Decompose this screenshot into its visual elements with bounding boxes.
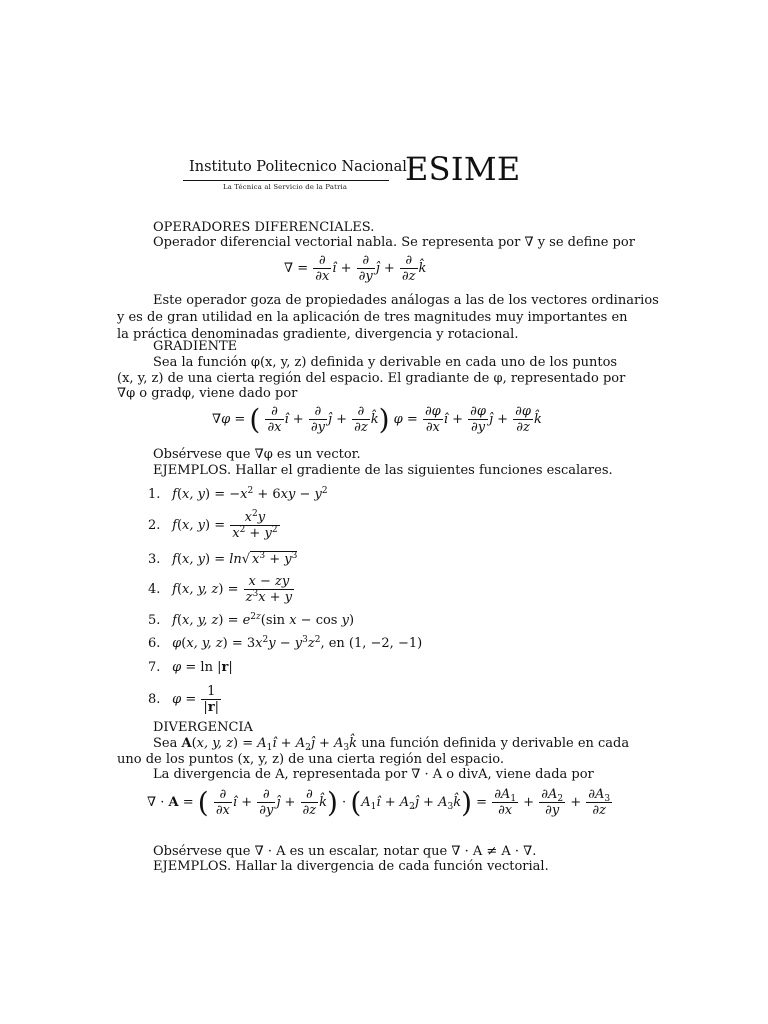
institution-motto: La Técnica al Servicio de la Patria	[223, 183, 348, 191]
institution-name: Instituto Politecnico Nacional	[189, 159, 407, 175]
divergencia-examples-heading: EJEMPLOS. Hallar la divergencia de cada función vectorial.	[153, 859, 549, 874]
divergencia-line2: uno de los puntos (x, y, z) de una cierta región del espacio.	[117, 752, 505, 767]
properties-line: y es de gran utilidad en la aplicación de tres magnitudes muy importantes en	[117, 310, 628, 325]
divergence-definition: ∇ · A = ( $\frac{\partial}{\partial x}$ î + $\frac{\partial}{\partial y}$ ĵ + $\frac{\partial}{\partial z}$ k̂) · ($A_1î$ + $A_2ĵ$ + $A_3k̂$) = $\frac{\partial A_1}{\partial x}$ + $\frac{\partial A_2}{\partial y}$ + $\frac{\partial A_3}{\partial z}$	[147, 786, 611, 819]
properties-paragraph	[117, 292, 659, 343]
properties-line: la práctica denominadas gradiente, divergencia y rotacional.	[117, 327, 519, 342]
school-name: ESIME	[405, 150, 521, 188]
divergencia-line3: La divergencia de A, representada por ∇ · A o divA, viene dada por	[153, 767, 594, 782]
gradient-definition: ∇φ = ( $\frac{\partial}{\partial x}$ î + $\frac{\partial}{\partial y}$ ĵ + $\frac{\partial}{\partial z}$ k̂) φ = $\frac{\partial\varphi}{\partial x}$ î + $\frac{\partial\varphi}{\partial y}$ ĵ + $\frac{\partial\varphi}{\partial z}$ k̂	[212, 403, 542, 436]
header-rule	[183, 180, 389, 181]
divergencia-line1: Sea A(x, y, $z) = A_1î$ + $A_2ĵ$ + $A_3k̂$ una función definida y derivable en cada	[153, 736, 630, 753]
gradiente-line3: ∇φ o gradφ, viene dado por	[117, 386, 298, 401]
list-item: 1. f(x, $y) = -x^2 + 6xy - y^2$	[148, 486, 328, 502]
gradiente-line2: (x, y, z) de una cierta región del espacio. El gradiante de φ, representado por	[117, 371, 626, 386]
section-title: OPERADORES DIFERENCIALES.	[153, 220, 375, 235]
nabla-intro: Operador diferencial vectorial nabla. Se representa por ∇ y se define por	[153, 235, 635, 250]
gradiente-line1: Sea la función φ(x, y, z) definida y derivable en cada uno de los puntos	[153, 355, 618, 370]
list-item: 6. φ(x, y, $z) = 3x^2y - y^3z^2$, en (1, −2, −1)	[148, 635, 423, 651]
example6-point: , en (1, −2, −1)	[320, 636, 423, 651]
list-item: 7. φ = ln |r|	[148, 660, 233, 675]
list-item: 3. f(x, y) = ln√ $x^3 + y^3$	[148, 551, 298, 567]
list-item: 2. f(x, y) = $\frac{x^2y}{x^2 + y^2}$	[148, 509, 278, 541]
divergencia-title: DIVERGENCIA	[153, 720, 253, 735]
divergencia-note: Obsérvese que ∇ · A es un escalar, notar que ∇ · A ≠ A · ∇.	[153, 844, 537, 859]
gradiente-title: GRADIENTE	[153, 339, 238, 354]
list-item: 8. φ = $\frac{1}{|r|}$	[148, 684, 220, 715]
nabla-definition: ∇ = $\frac{\partial}{\partial x}$ î + $\frac{\partial}{\partial y}$ ĵ + $\frac{\partial}{\partial z}$ k̂	[284, 253, 427, 284]
gradiente-note: Obsérvese que ∇φ es un vector.	[153, 447, 361, 462]
gradiente-examples-heading: EJEMPLOS. Hallar el gradiente de las siguientes funciones escalares.	[153, 463, 613, 478]
document-header	[183, 150, 533, 196]
properties-line: Este operador goza de propiedades análogas a las de los vectores ordinarios	[153, 293, 659, 308]
list-item: 5. f(x, y, $z) = e^{2z}(\sin$ x − cos y)	[148, 612, 355, 628]
list-item: 4. f(x, y, z) = $\frac{x - zy}{z^3x + y}$	[148, 574, 293, 605]
